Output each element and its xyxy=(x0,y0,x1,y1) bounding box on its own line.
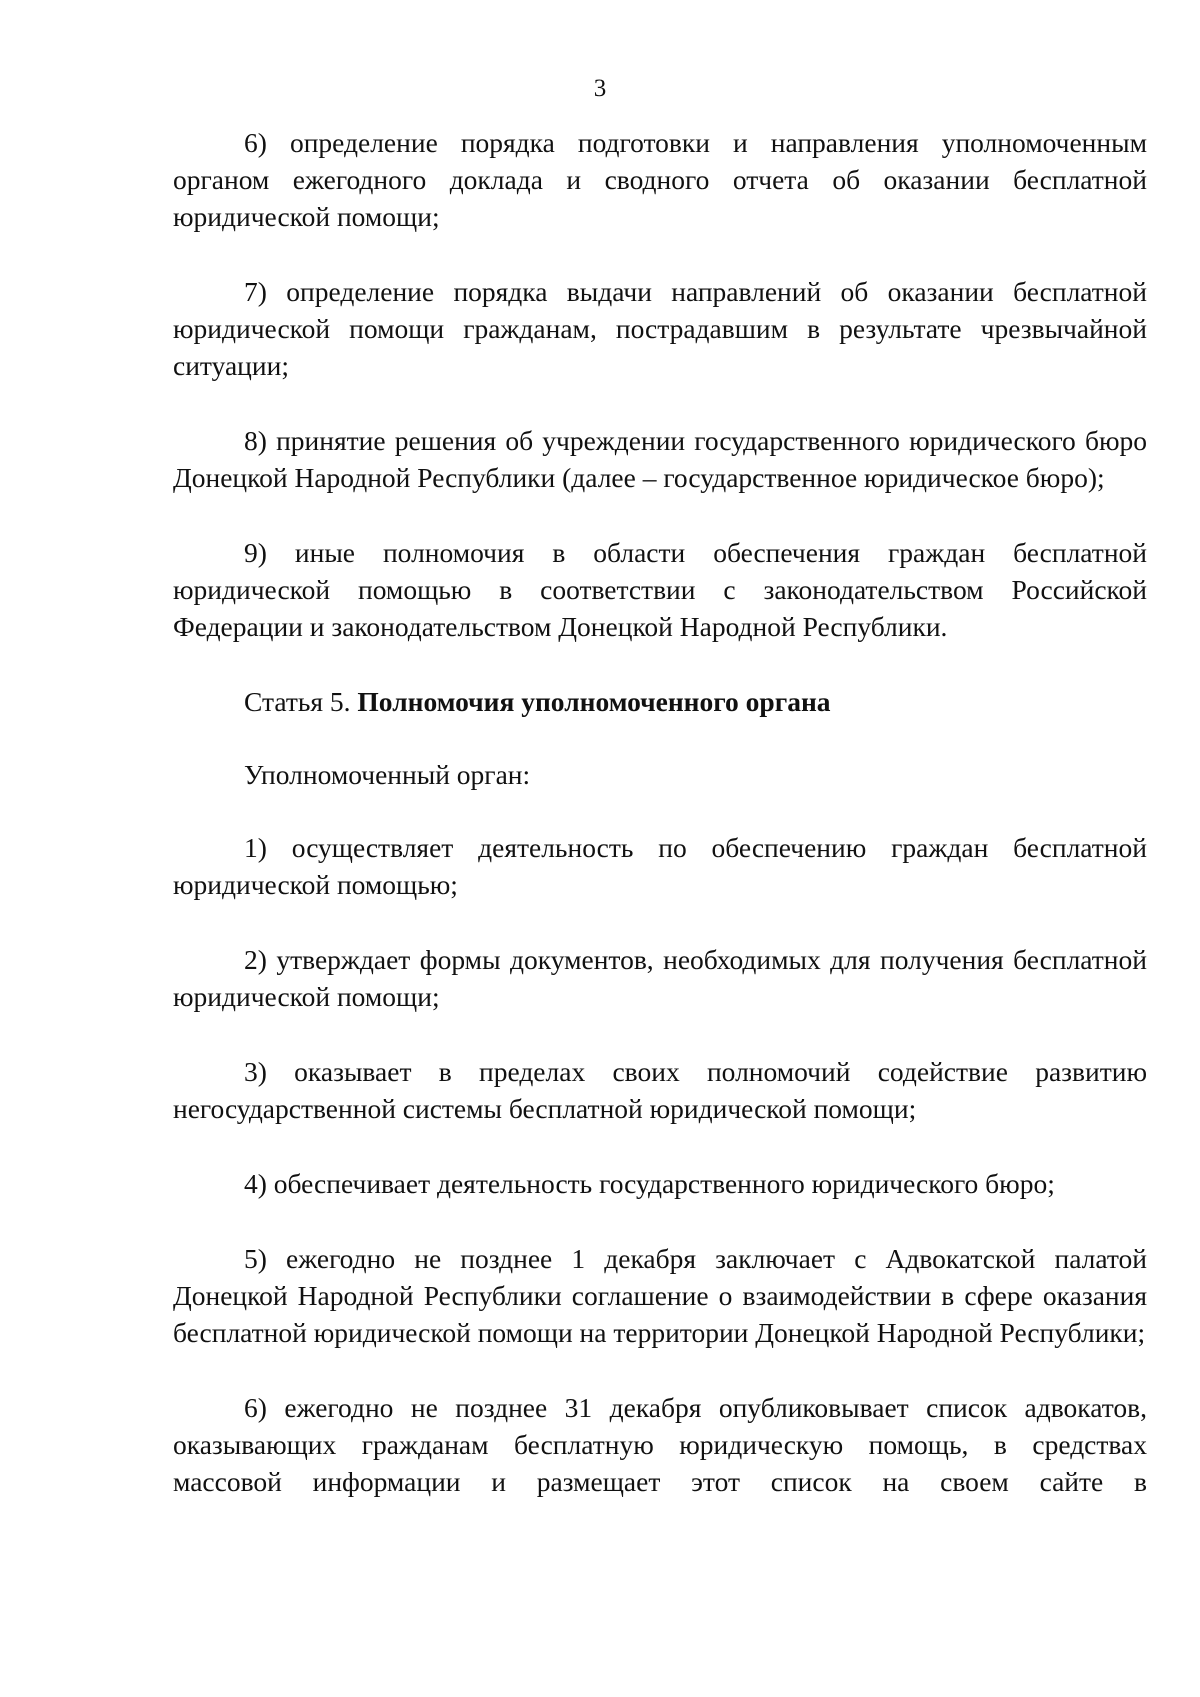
article-prefix: Статья 5. xyxy=(244,686,351,717)
list-item-7: 7) определение порядка выдачи направлений об оказании бесплатной юридической помощи гражданам, пострадавшим в результате чрезвычайной ситуации; xyxy=(173,276,1147,381)
duty-item-4: 4) обеспечивает деятельность государственного юридического бюро; xyxy=(244,1168,1055,1199)
article-intro: Уполномоченный орган: xyxy=(244,759,531,790)
list-item-6: 6) определение порядка подготовки и направления уполномоченным органом ежегодного доклада и сводного отчета об оказании бесплатной юридической помощи; xyxy=(173,127,1147,232)
duty-item-5: 5) ежегодно не позднее 1 декабря заключает с Адвокатской палатой Донецкой Народной Республики соглашение о взаимодействии в сфере оказания бесплатной юридической помощи на территории Донецкой Народной Республики; xyxy=(173,1243,1147,1348)
document-body xyxy=(173,124,1147,1538)
duty-item-6: 6) ежегодно не позднее 31 декабря опубликовывает список адвокатов, оказывающих гражданам бесплатную юридическую помощь, в средствах массовой информации и размещает этот список на своем сайте в xyxy=(173,1392,1147,1497)
duty-item-1: 1) осуществляет деятельность по обеспечению граждан бесплатной юридической помощью; xyxy=(173,832,1147,900)
list-item-9: 9) иные полномочия в области обеспечения граждан бесплатной юридической помощью в соответствии с законодательством Российской Федерации и законодательством Донецкой Народной Республики. xyxy=(173,537,1147,642)
article-title: Полномочия уполномоченного органа xyxy=(357,686,831,717)
page-number: 3 xyxy=(593,75,607,102)
article-heading xyxy=(173,683,1147,720)
list-item-8: 8) принятие решения об учреждении государственного юридического бюро Донецкой Народной Республики (далее – государственное юридическое бюро); xyxy=(173,425,1147,493)
duty-item-2: 2) утверждает формы документов, необходимых для получения бесплатной юридической помощи; xyxy=(173,944,1147,1012)
duty-item-3: 3) оказывает в пределах своих полномочий содействие развитию негосударственной системы бесплатной юридической помощи; xyxy=(173,1056,1147,1124)
